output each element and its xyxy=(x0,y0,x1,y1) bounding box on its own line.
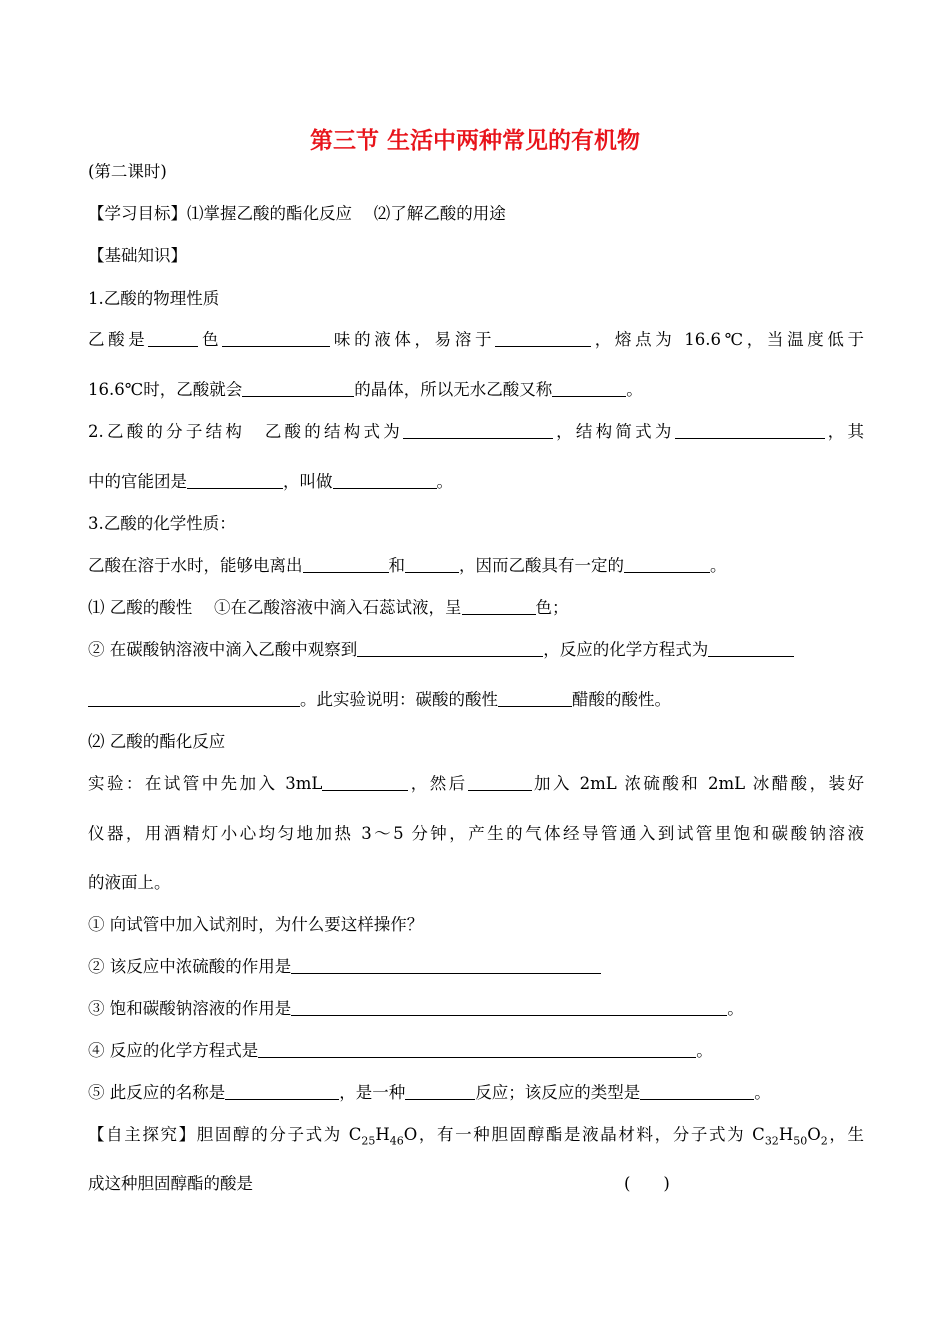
crystal-blank[interactable] xyxy=(242,380,354,397)
explore-line-2: 成这种胆固醇酯的酸是 ( ) xyxy=(88,1170,864,1194)
question-1: ① 向试管中加入试剂时，为什么要这样操作？ xyxy=(88,915,424,934)
section-1-heading: 1.乙酸的物理性质 xyxy=(88,289,220,308)
esterification-heading: ⑵ 乙酸的酯化反应 xyxy=(88,732,226,751)
section-3-heading: 3.乙酸的化学性质： xyxy=(88,514,236,533)
page-title: 第三节 生活中两种常见的有机物 xyxy=(309,128,640,154)
ion-blank-2[interactable] xyxy=(405,556,459,573)
answer-parentheses[interactable]: ( ) xyxy=(624,1174,670,1193)
odor-blank[interactable] xyxy=(222,330,330,347)
ion-blank-1[interactable] xyxy=(303,556,389,573)
reaction-name-blank[interactable] xyxy=(225,1083,339,1100)
property-blank[interactable] xyxy=(624,556,710,573)
question-5: ⑤ 此反应的名称是 ，是一种 反应；该反应的类型是 。 xyxy=(88,1083,771,1102)
section-2-line-1: 2.乙酸的分子结构 乙酸的结构式为 ，结构简式为 ，其 xyxy=(88,422,865,441)
question-4: ④ 反应的化学方程式是 。 xyxy=(88,1041,713,1060)
equation-blank-end[interactable] xyxy=(88,690,300,707)
reaction-equation-blank[interactable] xyxy=(258,1041,696,1058)
structural-formula-blank[interactable] xyxy=(403,422,553,439)
observation-blank[interactable] xyxy=(357,640,543,657)
solubility-blank[interactable] xyxy=(495,330,591,347)
litmus-color-blank[interactable] xyxy=(462,598,536,615)
functional-group-blank[interactable] xyxy=(187,472,283,489)
basics-header: 【基础知识】 xyxy=(88,246,187,265)
section-2-line-2: 中的官能团是 ，叫做 。 xyxy=(88,472,453,491)
section-3-line-1: 乙酸在溶于水时，能够电离出 和 ，因而乙酸具有一定的 。 xyxy=(88,556,727,575)
sodium-carbonate-role-blank[interactable] xyxy=(291,999,727,1016)
sulfuric-acid-role-blank[interactable] xyxy=(291,957,601,974)
acidity-line-c: 。此实验说明：碳酸的酸性 醋酸的酸性。 xyxy=(88,686,864,710)
reaction-kind-blank[interactable] xyxy=(405,1083,475,1100)
learning-objectives: 【学习目标】⑴掌握乙酸的酯化反应 ⑵了解乙酸的用途 xyxy=(88,204,506,223)
acidity-compare-blank[interactable] xyxy=(498,690,572,707)
section-1-line-2: 16.6℃时，乙酸就会 的晶体，所以无水乙酸又称 。 xyxy=(88,380,643,399)
experiment-line-1: 实验：在试管中先加入 3mL ，然后 加入 2mL 浓硫酸和 2mL 冰醋酸，装好 xyxy=(88,774,864,793)
equation-blank-start[interactable] xyxy=(708,640,794,657)
section-1-line-1: 乙酸是 色 味的液体，易溶于 ，熔点为 16.6℃，当温度低于 xyxy=(88,330,865,349)
lesson-period: (第二课时) xyxy=(88,162,167,181)
alias-blank[interactable] xyxy=(552,380,626,397)
condensed-formula-blank[interactable] xyxy=(675,422,825,439)
acidity-line-b: ② 在碳酸钠溶液中滴入乙酸中观察到 ，反应的化学方程式为 xyxy=(88,636,864,660)
color-blank[interactable] xyxy=(148,330,198,347)
method-blank[interactable] xyxy=(468,774,532,791)
experiment-line-3: 的液面上。 xyxy=(88,873,171,892)
reagent-blank[interactable] xyxy=(322,774,408,791)
group-name-blank[interactable] xyxy=(333,472,437,489)
question-3: ③ 饱和碳酸钠溶液的作用是 。 xyxy=(88,999,744,1018)
reaction-type-blank[interactable] xyxy=(640,1083,754,1100)
acidity-line-a: ⑴ 乙酸的酸性 ①在乙酸溶液中滴入石蕊试液，呈 色； xyxy=(88,598,569,617)
experiment-line-2: 仪器，用酒精灯小心均匀地加热 3～5 分钟，产生的气体经导管通入到试管里饱和碳酸钠溶液 xyxy=(88,824,864,843)
explore-line-1: 【自主探究】胆固醇的分子式为 $C_{25}H_{46}O$，有一种胆固醇酯是液晶材料，分子式为 $C_{32}H_{50}O_2$，生 xyxy=(88,1125,864,1148)
question-2: ② 该反应中浓硫酸的作用是 xyxy=(88,953,864,977)
